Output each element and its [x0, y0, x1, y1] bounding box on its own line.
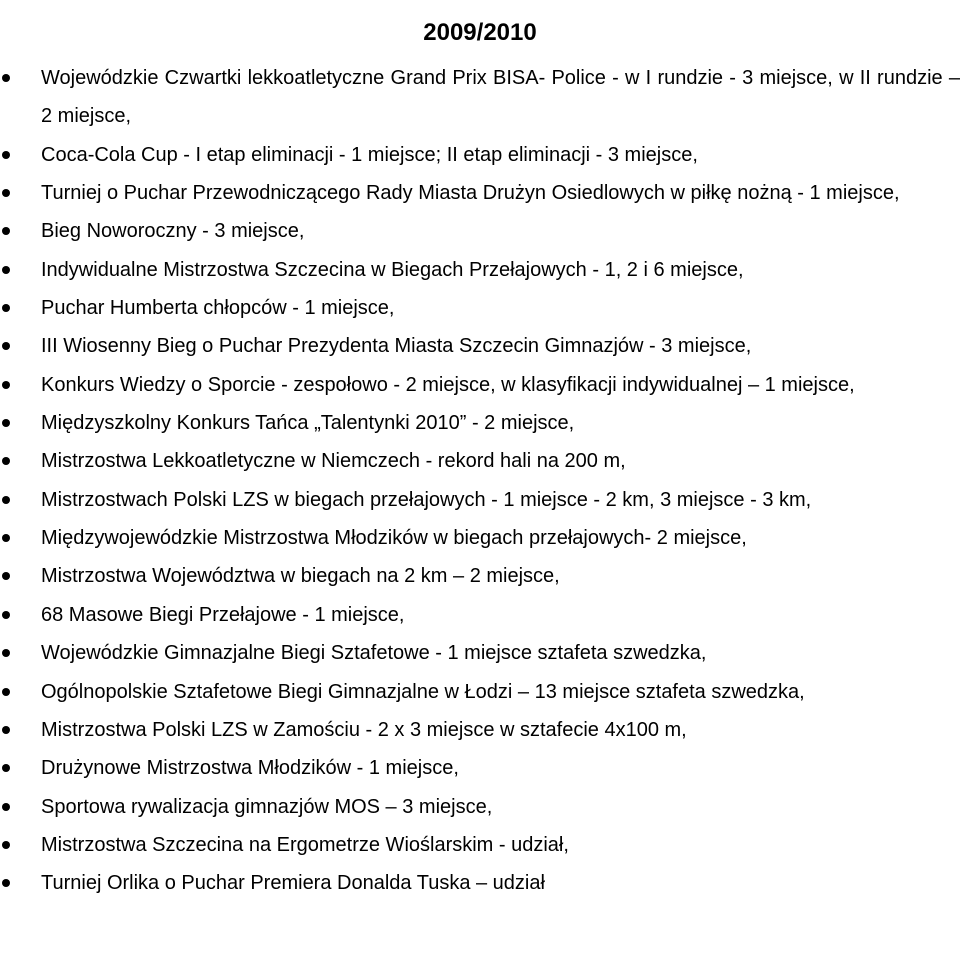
- list-item: [0, 557, 960, 595]
- bullet-icon: [2, 879, 10, 887]
- list-item: [0, 327, 960, 365]
- list-item: [0, 788, 960, 826]
- bullet-icon: [2, 266, 10, 274]
- bullet-icon: [2, 764, 10, 772]
- list-item-text: Międzyszkolny Konkurs Tańca „Talentynki 2010” - 2 miejsce,: [41, 412, 575, 435]
- list-item: [0, 366, 960, 404]
- list-item: [0, 404, 960, 442]
- list-item-text: Turniej Orlika o Puchar Premiera Donalda Tuska – udział: [41, 872, 545, 895]
- list-item: [0, 289, 960, 327]
- list-item-text: Mistrzostwa Lekkoatletyczne w Niemczech - rekord hali na 200 m,: [41, 450, 626, 473]
- bullet-icon: [2, 496, 10, 504]
- list-item-text: Turniej o Puchar Przewodniczącego Rady Miasta Drużyn Osiedlowych w piłkę nożną - 1 miejsce,: [41, 182, 900, 205]
- list-item-text: Wojewódzkie Czwartki lekkoatletyczne Grand Prix BISA- Police - w I rundzie - 3 miejsce, w II rundzie – 2 miejsce,: [41, 67, 960, 128]
- list-item-text: Ogólnopolskie Sztafetowe Biegi Gimnazjalne w Łodzi – 13 miejsce sztafeta szwedzka,: [41, 680, 805, 703]
- bullet-icon: [2, 342, 10, 350]
- list-item-text: Indywidualne Mistrzostwa Szczecina w Biegach Przełajowych - 1, 2 i 6 miejsce,: [41, 258, 744, 281]
- list-item: [0, 826, 960, 864]
- list-item-text: Bieg Noworoczny - 3 miejsce,: [41, 220, 305, 243]
- list-item-text: Mistrzostwach Polski LZS w biegach przełajowych - 1 miejsce - 2 km, 3 miejsce - 3 km,: [41, 488, 812, 511]
- bullet-icon: [2, 572, 10, 580]
- results-list: [0, 59, 960, 903]
- bullet-icon: [2, 419, 10, 427]
- list-item: [0, 251, 960, 289]
- list-item-text: Drużynowe Mistrzostwa Młodzików - 1 miejsce,: [41, 757, 459, 780]
- list-item: [0, 634, 960, 672]
- list-item-text: Mistrzostwa Województwa w biegach na 2 km – 2 miejsce,: [41, 565, 560, 588]
- bullet-icon: [2, 227, 10, 235]
- bullet-icon: [2, 649, 10, 657]
- list-item-text: III Wiosenny Bieg o Puchar Prezydenta Miasta Szczecin Gimnazjów - 3 miejsce,: [41, 335, 752, 358]
- list-item: [0, 673, 960, 711]
- list-item-text: Konkurs Wiedzy o Sporcie - zespołowo - 2 miejsce, w klasyfikacji indywidualnej – 1 miejsce,: [41, 373, 855, 396]
- bullet-icon: [2, 457, 10, 465]
- list-item: [0, 749, 960, 787]
- list-item: [0, 136, 960, 174]
- list-item: [0, 174, 960, 212]
- bullet-icon: [2, 611, 10, 619]
- list-item-text: Międzywojewódzkie Mistrzostwa Młodzików w biegach przełajowych- 2 miejsce,: [41, 527, 747, 550]
- bullet-icon: [2, 803, 10, 811]
- list-item-text: Mistrzostwa Szczecina na Ergometrze Wioślarskim - udział,: [41, 833, 569, 856]
- list-item: [0, 442, 960, 480]
- list-item-text: Sportowa rywalizacja gimnazjów MOS – 3 miejsce,: [41, 795, 493, 818]
- list-item: [0, 59, 960, 136]
- list-item: [0, 711, 960, 749]
- list-item: [0, 481, 960, 519]
- list-item-text: Wojewódzkie Gimnazjalne Biegi Sztafetowe - 1 miejsce sztafeta szwedzka,: [41, 642, 707, 665]
- list-item-text: Puchar Humberta chłopców - 1 miejsce,: [41, 297, 395, 320]
- bullet-icon: [2, 189, 10, 197]
- bullet-icon: [2, 688, 10, 696]
- bullet-icon: [2, 726, 10, 734]
- list-item: [0, 212, 960, 250]
- bullet-icon: [2, 74, 10, 82]
- list-item: [0, 519, 960, 557]
- page-title: 2009/2010: [423, 19, 537, 47]
- list-item-text: 68 Masowe Biegi Przełajowe - 1 miejsce,: [41, 603, 405, 626]
- list-item: [0, 596, 960, 634]
- list-item: [0, 864, 960, 902]
- bullet-icon: [2, 304, 10, 312]
- list-item-text: Coca-Cola Cup - I etap eliminacji - 1 miejsce; II etap eliminacji - 3 miejsce,: [41, 143, 698, 166]
- list-item-text: Mistrzostwa Polski LZS w Zamościu - 2 x 3 miejsce w sztafecie 4x100 m,: [41, 718, 687, 741]
- bullet-icon: [2, 841, 10, 849]
- bullet-icon: [2, 534, 10, 542]
- bullet-icon: [2, 151, 10, 159]
- bullet-icon: [2, 381, 10, 389]
